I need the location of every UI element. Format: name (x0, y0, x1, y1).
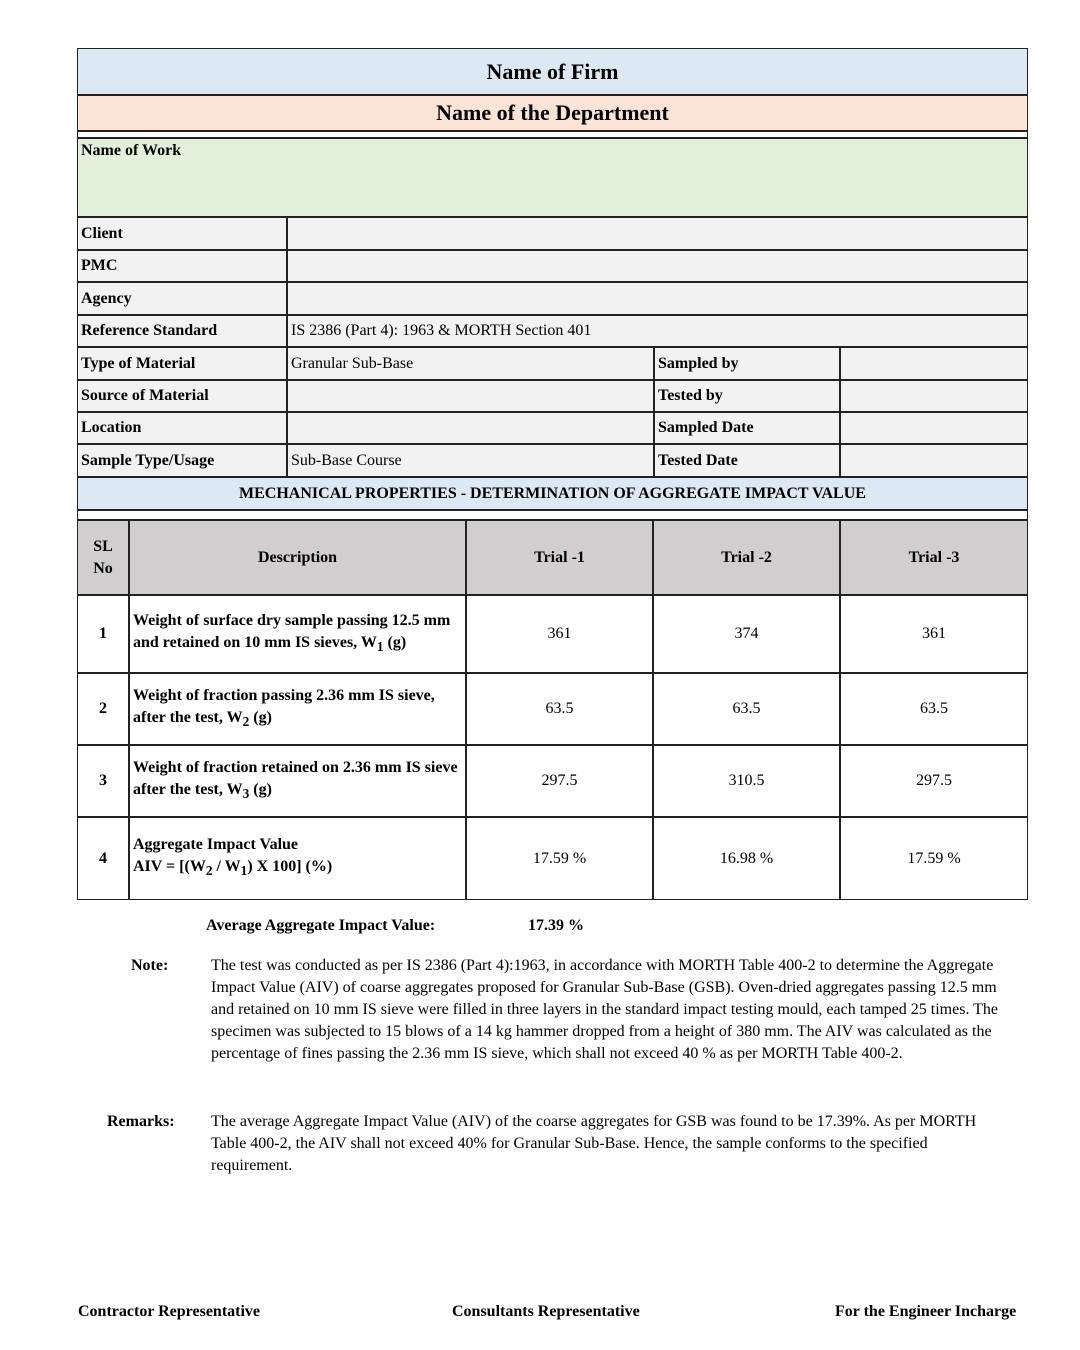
pmc-label: PMC (77, 250, 287, 282)
sampled-by-label: Sampled by (654, 347, 840, 380)
signature-engineer: For the Engineer Incharge (835, 1303, 1017, 1320)
tested-by-value[interactable] (840, 380, 1028, 412)
reference-standard-value[interactable]: IS 2386 (Part 4): 1963 & MORTH Section 401 (287, 315, 1028, 347)
row-4-sl: 4 (77, 817, 129, 900)
material-type-value[interactable]: Granular Sub-Base (287, 347, 654, 380)
agency-label: Agency (77, 282, 287, 315)
header-spacer (77, 131, 1028, 138)
pmc-value[interactable] (287, 250, 1028, 282)
row-4-trial-3: 17.59 % (840, 817, 1028, 900)
client-label: Client (77, 217, 287, 250)
row-3-trial-3: 297.5 (840, 745, 1028, 817)
row-2-description-text: Weight of fraction passing 2.36 mm IS sieve, after the test, $W_2$ (g) (133, 686, 435, 730)
material-type-label: Type of Material (77, 347, 287, 380)
department-name: Name of the Department (77, 95, 1028, 131)
row-4-trial-1: 17.59 % (466, 817, 653, 900)
header-sl-no (77, 520, 129, 595)
row-3-description (129, 745, 466, 817)
note-label: Note: (131, 957, 169, 974)
sample-type-value[interactable]: Sub-Base Course (287, 444, 654, 477)
row-3-description-text: Weight of fraction retained on 2.36 mm IS sieve after the test, $W_3$ (g) (133, 758, 458, 802)
location-label: Location (77, 412, 287, 444)
row-3-sl: 3 (77, 745, 129, 817)
signature-contractor: Contractor Representative (78, 1303, 261, 1320)
row-4-description (129, 817, 466, 900)
header-trial-1: Trial -1 (466, 520, 653, 595)
row-2-trial-2: 63.5 (653, 673, 840, 745)
row-3-trial-1: 297.5 (466, 745, 653, 817)
average-value: 17.39 % (528, 917, 584, 934)
row-1-trial-3: 361 (840, 595, 1028, 673)
remarks-text: The average Aggregate Impact Value (AIV) of the coarse aggregates for GSB was found to be 17.39%. As per MORTH Table 400-2, the AIV shall not exceed 40% for Granular Sub-Base. Hence, the sample conforms to the specified requirement. (211, 1113, 977, 1174)
header-trial-2: Trial -2 (653, 520, 840, 595)
header-description: Description (129, 520, 466, 595)
source-value[interactable] (287, 380, 654, 412)
header-sl-line2: No (93, 559, 113, 577)
row-2-trial-1: 63.5 (466, 673, 653, 745)
agency-value[interactable] (287, 282, 1028, 315)
row-3-trial-2: 310.5 (653, 745, 840, 817)
sampled-date-value[interactable] (840, 412, 1028, 444)
firm-name: Name of Firm (77, 48, 1028, 95)
remarks-label: Remarks: (107, 1113, 175, 1130)
header-sl-line1: SL (93, 537, 113, 555)
sampled-by-value[interactable] (840, 347, 1028, 380)
row-1-trial-1: 361 (466, 595, 653, 673)
row-2-trial-3: 63.5 (840, 673, 1028, 745)
average-label: Average Aggregate Impact Value: (206, 917, 436, 934)
sample-type-label: Sample Type/Usage (77, 444, 287, 477)
client-value[interactable] (287, 217, 1028, 250)
row-4-description-text: Aggregate Impact Value AIV = [$(W_2 / W_1)$ X 100] (%) (133, 836, 333, 879)
tested-date-label: Tested Date (654, 444, 840, 477)
header-trial-3: Trial -3 (840, 520, 1028, 595)
source-label: Source of Material (77, 380, 287, 412)
tested-by-label: Tested by (654, 380, 840, 412)
row-2-description (129, 673, 466, 745)
signature-consultant: Consultants Representative (452, 1303, 640, 1320)
section-title: MECHANICAL PROPERTIES - DETERMINATION OF AGGREGATE IMPACT VALUE (77, 477, 1028, 510)
note-text: The test was conducted as per IS 2386 (Part 4):1963, in accordance with MORTH Table 400-2 to determine the Aggregate Impact Value (AIV) of coarse aggregates proposed for Granular Sub-Base (GSB). Oven-dried aggregates passing 12.5 mm and retained on 10 mm IS sieve were filled in three layers in the standard impact testing mould, each tamped 25 times. The specimen was subjected to 15 blows of a 14 kg hammer dropped from a height of 380 mm. The AIV was calculated as the percentage of fines passing the 2.36 mm IS sieve, which shall not exceed 40 % as per MORTH Table 400-2. (211, 957, 999, 1062)
row-1-sl: 1 (77, 595, 129, 673)
row-1-trial-2: 374 (653, 595, 840, 673)
row-1-description-text: Weight of surface dry sample passing 12.5 mm and retained on 10 mm IS sieves, $W_1$ (g) (133, 611, 451, 655)
row-2-sl: 2 (77, 673, 129, 745)
reference-standard-label: Reference Standard (77, 315, 287, 347)
tested-date-value[interactable] (840, 444, 1028, 477)
name-of-work-label: Name of Work (77, 138, 1028, 217)
location-value[interactable] (287, 412, 654, 444)
row-1-description (129, 595, 466, 673)
section-spacer (77, 510, 1028, 520)
row-4-trial-2: 16.98 % (653, 817, 840, 900)
sampled-date-label: Sampled Date (654, 412, 840, 444)
